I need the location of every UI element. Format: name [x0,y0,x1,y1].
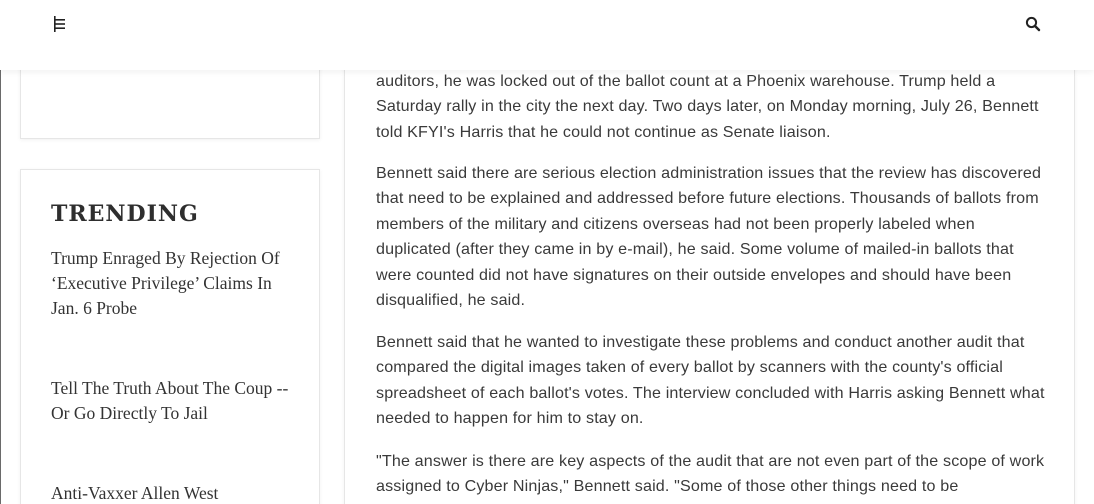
left-edge-rule [0,70,1,504]
trending-item-link[interactable]: Anti-Vaxxer Allen West [51,483,219,503]
trending-widget [20,169,320,504]
article-paragraph: auditors, he was locked out of the ballot count at a Phoenix warehouse. Trump held a Saturday rally in the city the next day. Two days later, on Monday morning, July 26, Bennett told KFYI's Harris that he could not continue as Senate liaison. [376,72,1039,141]
trending-heading: TRENDING [51,201,199,227]
article-paragraph: Bennett said there are serious election administration issues that the review has discovered that need to be explained and addressed before future elections. Thousands of ballots from members of the military and citizens overseas had not been properly labeled when duplicated (after they came in by e-mail), he said. Some volume of mailed-in ballots that were counted did not have signatures on their outside envelopes and should have been disqualified, he said. [376,164,1042,310]
search-icon[interactable] [1025,16,1041,32]
article-paragraph: Bennett said that he wanted to investigate these problems and conduct another audit that compared the digital images taken of every ballot by scanners with the county's official spreadsheet of each ballot's votes. The interview concluded with Harris asking Bennett what needed to happen for him to stay on. [376,333,1045,428]
article-body [344,50,1075,504]
search-icon-glyph [1025,16,1041,32]
site-header [0,0,1094,70]
article-paragraph: "The answer is there are key aspects of the audit that are not even part of the scope of work assigned to Cyber Ninjas," Bennett said. "Some of those other things need to be [376,452,1045,496]
menu-icon[interactable] [52,15,68,33]
trending-item-link[interactable]: Tell The Truth About The Coup -- Or Go Directly To Jail [51,378,289,423]
trending-item-link[interactable]: Trump Enraged By Rejection Of ‘Executive Privilege’ Claims In Jan. 6 Probe [51,248,280,318]
menu-icon-glyph [52,15,68,33]
